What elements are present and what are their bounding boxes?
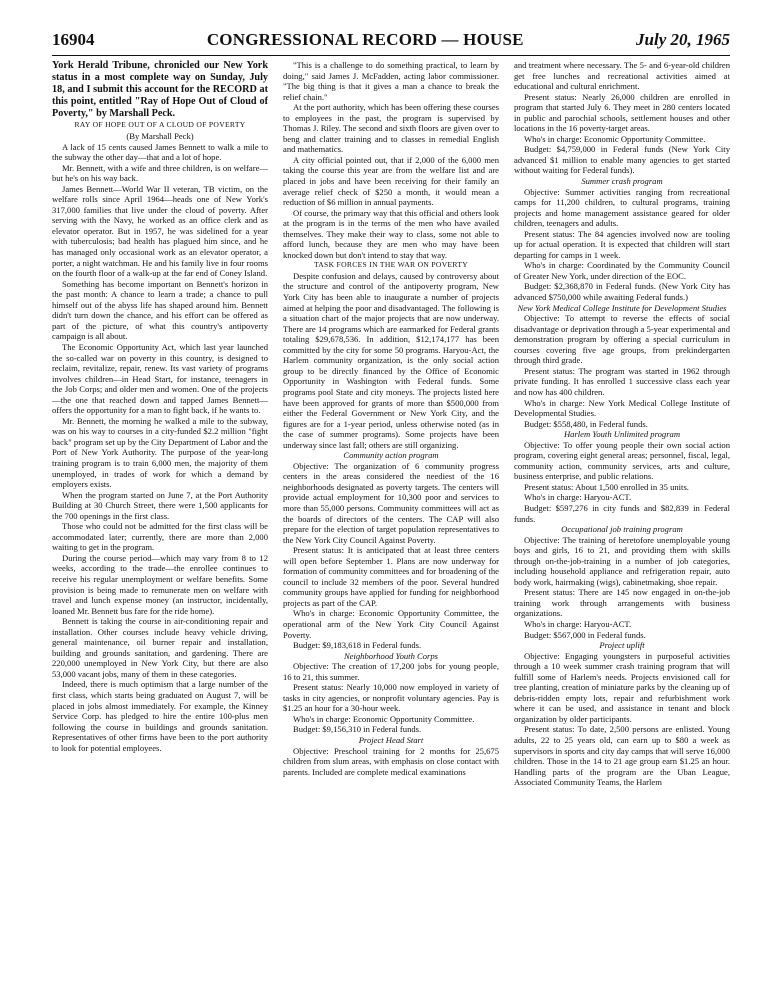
program-subheading: Project Head Start	[358, 735, 424, 745]
program-subheading: Harlem Youth Unlimited program	[563, 429, 681, 440]
paragraph: Indeed, there is much optimism that a large number of the first class, which starts being graduated on August 7, will be placed in jobs almost immediately. For example, the Kinney Service Corp. has pledged to hire the entire 100-plus men following the course in buildings and grounds sanitation. Representatives of other firms have been to the port authority to look for potential employees.	[52, 679, 268, 753]
program-subheading: Community action program	[343, 450, 439, 461]
paragraph: Those who could not be admitted for the first class will be accommodated later; currently, there are more than 2,000 waiting to get in the program.	[52, 521, 268, 553]
paragraph: Who's in charge: Haryou-ACT.	[524, 492, 632, 503]
article-title: RAY OF HOPE OUT OF A CLOUD OF POVERTY	[74, 120, 246, 130]
paragraph: The Economic Opportunity Act, which last year launched the so-called war on poverty in this country, is designed to reclaim, revitalize, repair, renew. Its vast variety of programs involves children—in Head Start, for instance, teenagers in the Job Corps; and older men and women. One of the projects—the one that reached down and tapped James Bennett—offers the opportunity for a man to fight back, if he wants to.	[52, 341, 268, 416]
paragraph: Present status: The 84 agencies involved now are tooling up for actual operation. It is expected that children will start departing for camps in 1 week.	[514, 228, 730, 260]
paragraph: Present status: Nearly 10,000 now employed in variety of tasks in city agencies, or nonprofit voluntary agencies. Pay is $1.25 an hour for a 30-hour week.	[283, 682, 499, 714]
paragraph: A city official pointed out, that if 2,000 of the 6,000 men taking the course this year are from the welfare list and are placed in jobs and have been receiving for their family an average relief check of $250 a month, it would mean a reduction of $6 million in annual payments.	[283, 154, 499, 208]
program-subheading: Summer crash program	[581, 176, 663, 187]
paragraph: Objective: Preschool training for 2 months for 25,675 children from slum areas, with emphasis on close contact with parents. Included are complete medical examinations	[283, 745, 499, 777]
paragraph: Objective: To offer young people their own social action program, covering eight general areas; personnel, fiscal, legal, community action, community services, arts and culture, business enterprise, and public relations.	[514, 439, 730, 482]
paragraph: Objective: The creation of 17,200 jobs for young people, 16 to 21, this summer.	[283, 661, 499, 682]
paragraph: Objective: Engaging youngsters in purposeful activities through a 10 week summer crash training program that will fulfill some of Harlem's needs. Projects envisioned call for tree planting, creation of miniature parks by the cleaning up of debris-ridden empty lots, repair and refurbishment work where it can be used, and assistance in tenant and block organization by older participants.	[514, 650, 730, 724]
paragraph: Of course, the primary way that this official and others look at the program is in the terms of the men who have availed themselves. They make their way to class, some not able to afford lunch, because they are men who may have been knocked down but don't intend to stay that way.	[283, 207, 499, 260]
issue-date: July 20, 1965	[636, 30, 730, 49]
paragraph: Objective: The training of heretofore unemployable young boys and girls, 16 to 21, and providing them with skills through on-the-job-training in a number of job categories, including household appliance and refrigeration repair, auto body work, hairmaking (wigs), cabinetmaking, shoe repair.	[514, 534, 730, 587]
paragraph: When the program started on June 7, at the Port Authority Building at 30 Church Street, there were 1,500 applicants for the 700 openings in the first class.	[52, 489, 268, 521]
paragraph: James Bennett—World War II veteran, TB victim, on the welfare rolls since April 1964—heads one of New York's 317,000 families that live under the cloud of poverty. After serving with the Navy, he worked as an office clerk and as elevator operator. But in 1957, he was sidelined for a year with tuberculosis; bad health has plagued him since, and he has managed only occasional work as an elevator operator, a porter, a night watchman. He and his family live in four rooms on the fourth floor of a walk-up at the far end of Coney Island.	[52, 183, 268, 279]
page-header	[52, 28, 730, 52]
paragraph: At the port authority, which has been offering these courses to employees in the past, the program is supervised by Thomas J. Riley. The second and sixth floors are given over to beng and clatter training and to classes in remedial English and mathematics.	[283, 102, 499, 155]
paragraph: Mr. Bennett, with a wife and three children, is on welfare—but he's on his way back.	[52, 162, 268, 184]
program-subheading: New York Medical College Institute for Development Studies	[517, 302, 727, 313]
paragraph: Objective: Summer activities ranging from recreational camps for 11,200 children, to cultural programs, training projects and home management assistance geared for older children, teenagers and adults.	[514, 186, 730, 229]
paragraph: Who's in charge: Haryou-ACT.	[524, 618, 632, 629]
paragraph: Who's in charge: New York Medical College Institute of Developmental Studies.	[514, 397, 730, 419]
program-subheading: Neighborhood Youth Corps	[343, 650, 439, 661]
paragraph: During the course period—which may vary from 8 to 12 weeks, according to the trade—the enrollee continues to receive his regular unemployment or welfare benefits. Some provision is being made to remunerate men on welfare with travel and lunch expense money (an instructor, incidentally, loaned Mr. Bennett bus fare for the ride home).	[52, 552, 268, 616]
paragraph: Budget: $597,276 in city funds and $82,839 in Federal funds.	[514, 502, 730, 524]
header-rule	[52, 55, 730, 56]
paragraph: Present status: About 1,500 enrolled in 35 units.	[524, 481, 689, 492]
paragraph: Present status: Nearly 26,000 children are enrolled in program that started July 6. They meet in 280 centers located in public and parochial schools, settlement houses and other locations in the 16 poverty-target areas.	[514, 91, 730, 134]
paragraph: Budget: $9,183,618 in Federal funds.	[293, 640, 422, 651]
paragraph: Present status: It is anticipated that at least three centers will open before September 1. Plans are now underway for formation of community committees and for broadening of the council to include 32 members of the poor. Several hundred community groups have applied for funding for neighborhood projects as part of the CAP.	[283, 545, 499, 608]
program-subheading: Project uplift	[599, 640, 645, 651]
article-byline: (By Marshall Peck)	[126, 131, 194, 142]
paragraph: Objective: To attempt to reverse the effects of social disadvantage or deprivation through a 5-year experimental and demonstration program by offering a special curriculum in courses covering five age groups, from prekindergarten through third grade.	[514, 313, 730, 366]
column-2	[283, 60, 499, 985]
paragraph: Budget: $558,480, in Federal funds.	[524, 418, 648, 429]
paragraph: Who's in charge: Economic Opportunity Committee, the operational arm of the New York City Council Against Poverty.	[283, 608, 499, 640]
publication-title: CONGRESSIONAL RECORD — HOUSE	[206, 30, 524, 49]
paragraph: Budget: $567,000 in Federal funds.	[524, 629, 646, 640]
paragraph: Present status: There are 145 now engaged in on-the-job training work through arrangements with business organizations.	[514, 587, 730, 619]
paragraph: Who's in charge: Coordinated by the Community Council of Greater New York, under direction of the EOC.	[514, 260, 730, 281]
paragraph: Something has become important on Bennett's horizon in the past month: A chance to learn a trade; a chance to pull himself out of the abyss life has shaped around him. Bennett didn't turn down the chance, and his effort can be offered as part of the picture, of what this country's antipoverty campaign is all about.	[52, 278, 268, 342]
paragraph: Despite confusion and delays, caused by controversy about the structure and control of the antipoverty program, New York City has been able to inaugurate a number of projects aimed at helping the poor and disadvantaged. The following is a situation chart of the major projects that are now underway. There are 14 programs which are earmarked for Federal grants totaling $29,678,536. In addition, $12,174,177 has been committed by the city for some 50 programs. Haryou-Act, the Harlem community organization, is the only social action group to be directly financed by the Office of Economic Opportunity in Washington with Federal funds. Some programs pool State and city moneys. The projects listed here have been approved for grants of more than $500,000 from either the Federal Government or New York City, and the figures are for a 1-year period, unless otherwise noted (as in the case of summer programs). Some projects have been underway since last fall; others are still organizing.	[283, 270, 499, 450]
paragraph: A lack of 15 cents caused James Bennett to walk a mile to the subway the other day—that and a lot of hope.	[52, 141, 268, 163]
lead-paragraph: York Herald Tribune, chronicled our New York status in a most complete way on Sunday, July 18, and I submit this account for the RECORD at this point, entitled "Ray of Hope Out of Cloud of Poverty," by Marshall Peck.	[52, 60, 268, 120]
paragraph: Budget: $2,368,870 in Federal funds. (New York City has advanced $750,000 while awaiting Federal funds.)	[514, 281, 730, 303]
page-number: 16904	[52, 30, 95, 49]
column-1	[52, 60, 268, 985]
paragraph: Bennett is taking the course in air-conditioning repair and installation. Other courses include heavy vehicle driving, general maintenance, oil burner repair and installation, building and grounds sanitation, and gardening. There are 220,000 unemployed in New York City, but there are also 53,000 vacant jobs, many of them in these categories.	[52, 616, 268, 679]
column-3	[514, 60, 730, 985]
paragraph: Present status: To date, 2,500 persons are enlisted. Young adults, 22 to 25 years old, can earn up to $80 a week as supervisors in sports and city day camps that will serve 16,000 children. Those in the 14 to 21 age group earn $1.25 an hour. Handling parts of the program are the Uban League, Associated Community Teams, the Harlem	[514, 724, 730, 788]
paragraph: Who's in charge: Economic Opportunity Committee.	[293, 713, 475, 724]
paragraph: Budget: $9,156,310 in Federal funds.	[293, 724, 422, 735]
paragraph: Objective: The organization of 6 community progress centers in the areas considered the neediest of the 16 neighborhoods designated as poverty targets. The centers will provide actual employment for 10,300 poor and services to more than 55,000 persons. Community committees will act as the boards of directors of the centers. The CAP will also prepare for the election of target population representatives to the New York City Council Against Poverty.	[283, 460, 499, 545]
paragraph: Budget: $4,759,000 in Federal funds (New York City advanced $1 million to enable many agencies to get started without waiting for Federal funds).	[514, 144, 730, 176]
paragraph: and treatment where necessary. The 5- and 6-year-old children get free lunches and recreational activities aimed at educational and cultural enrichment.	[514, 60, 730, 92]
paragraph: Present status: The program was started in 1962 through private funding. It has enrolled 1 successive class each year and now has 400 children.	[514, 365, 730, 397]
paragraph: Mr. Bennett, the morning he walked a mile to the subway, was on his way to courses in a city-funded $2.2 million "fight back" program set up by the City Department of Labor and the Port of New York Authority. The purpose of the year-long training program is to train 6,000 men, the majority of them unemployed, in trades of work for which a demand by employers exists.	[52, 415, 268, 490]
section-heading: TASK FORCES IN THE WAR ON POVERTY	[313, 260, 469, 270]
paragraph: "This is a challenge to do something practical, to learn by doing," said James J. McFadden, acting labor commissioner. "The big thing is that it gives a man a chance to break the relief chain."	[283, 60, 499, 102]
program-subheading: Occupational job training program	[561, 524, 683, 535]
paragraph: Who's in charge: Economic Opportunity Committee.	[524, 133, 706, 144]
